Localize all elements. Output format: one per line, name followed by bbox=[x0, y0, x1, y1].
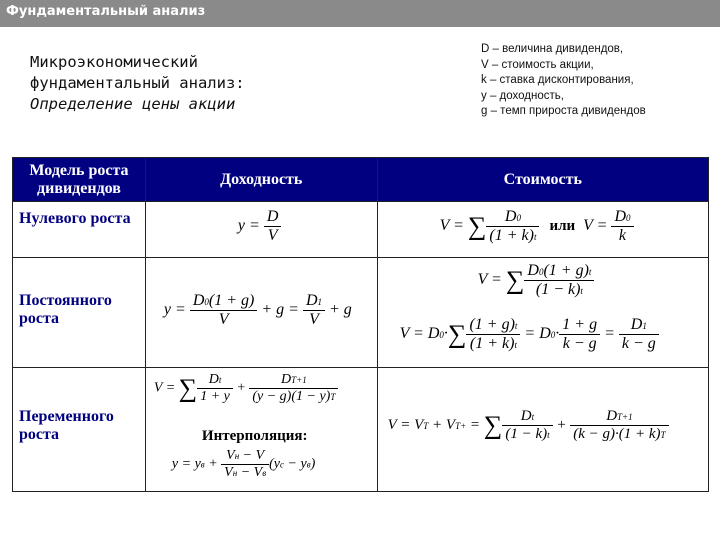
formula-value-variable: V = VT + VT+ = ∑ $\frac{Dt}{(1 - k)t}$ + $\frac{DT+1}{(k - g)\cdot(1 + k)T}$ bbox=[377, 368, 708, 492]
definition-d: D – величина дивидендов, bbox=[481, 43, 624, 55]
header-value: Стоимость bbox=[377, 158, 708, 202]
or-label: или bbox=[549, 218, 576, 235]
formula-yield-zero: y = $\frac{D}{V}$ bbox=[145, 202, 377, 258]
table-row bbox=[13, 202, 709, 258]
definition-v: V – стоимость акции, bbox=[481, 58, 594, 71]
header-yield: Доходность bbox=[145, 158, 377, 202]
formula-value-constant: V = ∑ $\frac{D0(1 + g)t}{(1 - k)t}$ V = D0·∑ $\frac{(1 + g)t}{(1 + k)t}$ = D0· $\frac{1 + g}{k - g}$ = $\frac{D1}{k - g}$ bbox=[377, 258, 708, 368]
row-label-zero-growth: Нулевого роста bbox=[13, 202, 146, 258]
subtitle-line-1: Микроэкономический bbox=[30, 53, 198, 71]
definition-k: k – ставка дисконтирования, bbox=[481, 74, 634, 86]
subtitle-line-3: Определение цены акции bbox=[30, 95, 236, 113]
row-label-variable-growth: Переменного роста bbox=[13, 368, 146, 492]
definitions-list bbox=[481, 42, 717, 120]
title-bar bbox=[0, 0, 720, 27]
header-model: Модель роста дивидендов bbox=[13, 158, 146, 202]
row-label-constant-growth: Постоянного роста bbox=[13, 258, 146, 368]
table-row bbox=[13, 258, 709, 368]
definition-y: y – доходность, bbox=[481, 89, 564, 102]
formula-yield-constant: y = $\frac{D0(1 + g)}{V}$ + g = $\frac{D1}{V}$ + g bbox=[145, 258, 377, 368]
subtitle-block bbox=[30, 52, 450, 115]
slide-title: Фундаментальный анализ bbox=[6, 4, 206, 19]
dividend-model-table bbox=[12, 157, 709, 492]
subtitle-line-2: фундаментальный анализ: bbox=[30, 74, 245, 92]
definition-g: g – темп прироста дивидендов bbox=[481, 105, 646, 117]
formula-value-zero: V = ∑ $\frac{D0}{(1 + k)t}$ или V = $\frac{D0}{k}$ bbox=[377, 202, 708, 258]
table-header-row bbox=[13, 158, 709, 202]
interpolation-label: Интерполяция: bbox=[201, 428, 308, 444]
table-row bbox=[13, 368, 709, 492]
formula-yield-variable: V = ∑ $\frac{Dt}{1 + y}$ + $\frac{DT+1}{(y - g)(1 - y)T}$ Интерполяция: y = yв + $\frac{Vн - V}{Vн - Vв}$ (yс − yв) bbox=[145, 368, 377, 492]
